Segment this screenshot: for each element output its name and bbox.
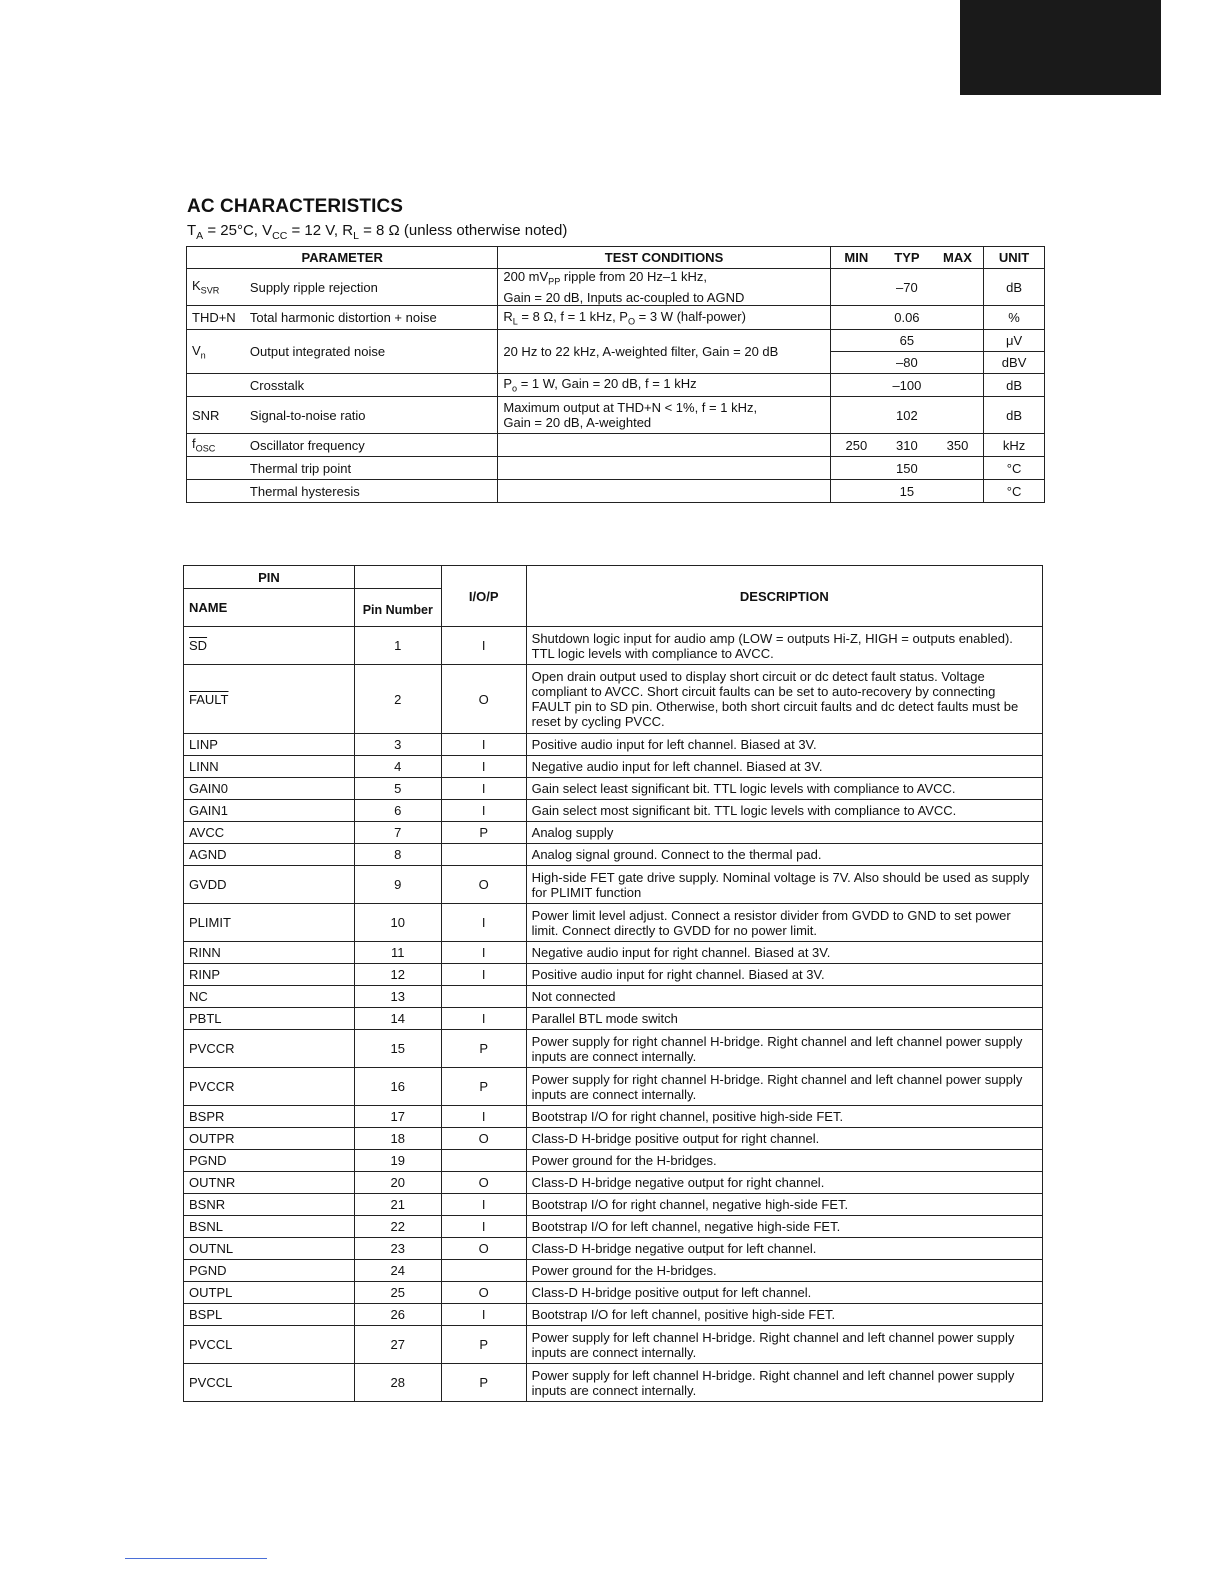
pin-desc-cell: Positive audio input for right channel. Biased at 3V. [526, 964, 1042, 986]
table-row [184, 734, 1043, 756]
table-row: $V_n$ Output integrated noise 20 Hz to 22 kHz, A-weighted filter, Gain = 20 dB 65 μV [187, 330, 1045, 352]
pin-desc-cell: Bootstrap I/O for left channel, positive high-side FET. [526, 1304, 1042, 1326]
header-pin: PIN [184, 566, 355, 589]
pin-num-cell: 4 [354, 756, 441, 778]
pin-name-cell: RINP [184, 964, 355, 986]
table-row [184, 1172, 1043, 1194]
table-row [184, 904, 1043, 942]
table-row [184, 866, 1043, 904]
table-row [184, 1194, 1043, 1216]
pin-desc-cell: Not connected [526, 986, 1042, 1008]
pin-num-cell: 21 [354, 1194, 441, 1216]
pin-num-cell: 10 [354, 904, 441, 942]
pin-io-cell: P [441, 1030, 526, 1068]
pin-num-cell: 8 [354, 844, 441, 866]
pin-num-cell: 27 [354, 1326, 441, 1364]
pin-io-cell: I [441, 942, 526, 964]
table-row [184, 942, 1043, 964]
pin-io-cell [441, 1150, 526, 1172]
table-row [184, 1216, 1043, 1238]
pin-desc-cell: Power ground for the H-bridges. [526, 1150, 1042, 1172]
pin-desc-cell: Power supply for right channel H-bridge. Right channel and left channel power supply inputs are connect internally. [526, 1068, 1042, 1106]
pin-desc-cell: Power ground for the H-bridges. [526, 1260, 1042, 1282]
pin-io-cell: P [441, 822, 526, 844]
table-row: $f_{OSC}$ Oscillator frequency 250 310 350 kHz [187, 434, 1045, 457]
pin-num-cell: 16 [354, 1068, 441, 1106]
pin-num-cell: 2 [354, 665, 441, 734]
pin-name-cell: AVCC [184, 822, 355, 844]
pin-io-cell: P [441, 1068, 526, 1106]
pin-desc-cell: Power limit level adjust. Connect a resistor divider from GVDD to GND to set power limit. Connect directly to GVDD for no power limit. [526, 904, 1042, 942]
table-row [184, 1364, 1043, 1402]
pin-io-cell: I [441, 734, 526, 756]
pin-desc-cell: Bootstrap I/O for left channel, negative high-side FET. [526, 1216, 1042, 1238]
pin-desc-cell: Gain select least significant bit. TTL logic levels with compliance to AVCC. [526, 778, 1042, 800]
table-row [184, 1030, 1043, 1068]
pin-num-cell: 13 [354, 986, 441, 1008]
table-row [184, 778, 1043, 800]
pin-io-cell: O [441, 1238, 526, 1260]
pin-num-cell: 25 [354, 1282, 441, 1304]
pin-num-cell: 26 [354, 1304, 441, 1326]
pin-desc-cell: Bootstrap I/O for right channel, negative high-side FET. [526, 1194, 1042, 1216]
pin-num-cell: 11 [354, 942, 441, 964]
pin-name-cell: PVCCR [184, 1068, 355, 1106]
pin-desc-cell: Class-D H-bridge negative output for left channel. [526, 1238, 1042, 1260]
header-test-conditions: TEST CONDITIONS [498, 247, 830, 269]
table-row: –80 dBV [187, 352, 1045, 374]
pin-name-cell: OUTPL [184, 1282, 355, 1304]
pin-name-cell: GAIN0 [184, 778, 355, 800]
pin-name-cell: PVCCR [184, 1030, 355, 1068]
pin-name-cell: LINN [184, 756, 355, 778]
pin-name-cell: $\overline{SD}$ [184, 627, 355, 665]
header-min: MIN [830, 247, 882, 269]
table-row [184, 1260, 1043, 1282]
pin-name-cell: RINN [184, 942, 355, 964]
pin-io-cell: I [441, 1106, 526, 1128]
header-parameter: PARAMETER [187, 247, 498, 269]
table-row [184, 1326, 1043, 1364]
pin-num-cell: 23 [354, 1238, 441, 1260]
pin-io-cell [441, 844, 526, 866]
pin-name-cell: PVCCL [184, 1326, 355, 1364]
pin-name-cell: OUTNL [184, 1238, 355, 1260]
table-row [184, 665, 1043, 734]
table-row: THD+N Total harmonic distortion + noise $R_L = 8$ Ω, f = 1 kHz, $P_O = 3$ W (half-power) 0.06 % [187, 306, 1045, 330]
pin-io-cell: I [441, 627, 526, 665]
table-row [184, 1304, 1043, 1326]
pin-desc-cell: Analog signal ground. Connect to the thermal pad. [526, 844, 1042, 866]
pin-num-cell: 5 [354, 778, 441, 800]
table-row [184, 1238, 1043, 1260]
pin-desc-cell: Positive audio input for left channel. Biased at 3V. [526, 734, 1042, 756]
header-unit: UNIT [984, 247, 1045, 269]
pin-name-cell: BSPL [184, 1304, 355, 1326]
ac-characteristics-table [186, 246, 1045, 503]
pin-desc-cell: Power supply for left channel H-bridge. Right channel and left channel power supply inputs are connect internally. [526, 1364, 1042, 1402]
pin-num-cell: 14 [354, 1008, 441, 1030]
pin-desc-cell: Open drain output used to display short circuit or dc detect fault status. Voltage compliant to AVCC. Short circuit faults can be set to auto-recovery by connecting FAULT pin to SD pin. Otherwise, both short circuit faults and dc detect faults must be reset by cycling PVCC. [526, 665, 1042, 734]
footer-link-underline [125, 1558, 267, 1559]
table-row [184, 986, 1043, 1008]
pin-num-cell: 24 [354, 1260, 441, 1282]
pin-io-cell: I [441, 1216, 526, 1238]
table-row: Thermal hysteresis 15 °C [187, 480, 1045, 503]
pin-desc-cell: Shutdown logic input for audio amp (LOW = outputs Hi-Z, HIGH = outputs enabled). TTL logic levels with compliance to AVCC. [526, 627, 1042, 665]
pin-name-cell: PLIMIT [184, 904, 355, 942]
pin-io-cell: O [441, 1128, 526, 1150]
pin-num-cell: 9 [354, 866, 441, 904]
pin-num-cell: 3 [354, 734, 441, 756]
pin-io-cell: I [441, 964, 526, 986]
section-title: AC CHARACTERISTICS [187, 196, 404, 217]
table-row: $K_{SVR}$ Supply ripple rejection 200 $mV_{PP}$ ripple from 20 Hz–1 kHz, Gain = 20 dB, Inputs ac-coupled to AGND –70 dB [187, 269, 1045, 306]
table-row [184, 964, 1043, 986]
pin-io-cell [441, 1260, 526, 1282]
test-conditions-note: $T_A = 25^\circ C$, $V_{CC} = 12$ V, $R_L = 8$ Ω (unless otherwise noted) [187, 222, 568, 242]
pin-desc-cell: Class-D H-bridge positive output for right channel. [526, 1128, 1042, 1150]
table-row [184, 1128, 1043, 1150]
pin-io-cell: I [441, 800, 526, 822]
pin-io-cell: I [441, 1304, 526, 1326]
pin-num-cell: 1 [354, 627, 441, 665]
table-row [184, 1068, 1043, 1106]
pin-num-cell: 28 [354, 1364, 441, 1402]
pin-desc-cell: Gain select most significant bit. TTL logic levels with compliance to AVCC. [526, 800, 1042, 822]
pin-io-cell: P [441, 1364, 526, 1402]
pin-num-cell: 17 [354, 1106, 441, 1128]
pin-desc-cell: Parallel BTL mode switch [526, 1008, 1042, 1030]
pin-name-cell: PGND [184, 1150, 355, 1172]
pin-io-cell: I [441, 1008, 526, 1030]
pin-name-cell: OUTPR [184, 1128, 355, 1150]
pin-desc-cell: Power supply for right channel H-bridge. Right channel and left channel power supply inputs are connect internally. [526, 1030, 1042, 1068]
table-row: SNR Signal-to-noise ratio Maximum output at THD+N < 1%, f = 1 kHz, Gain = 20 dB, A-weighted 102 dB [187, 397, 1045, 434]
pin-io-cell: I [441, 778, 526, 800]
pin-desc-cell: Class-D H-bridge negative output for right channel. [526, 1172, 1042, 1194]
pin-num-cell: 20 [354, 1172, 441, 1194]
header-max: MAX [932, 247, 984, 269]
pin-name-cell: NC [184, 986, 355, 1008]
pin-io-cell: I [441, 1194, 526, 1216]
header-description: DESCRIPTION [526, 566, 1042, 627]
header-typ: TYP [882, 247, 932, 269]
table-row [184, 844, 1043, 866]
pin-name-cell: BSNR [184, 1194, 355, 1216]
table-row [184, 1150, 1043, 1172]
pin-name-cell: FAULT [184, 665, 355, 734]
header-iop: I/O/P [441, 566, 526, 627]
pin-name-cell: LINP [184, 734, 355, 756]
table-row [184, 800, 1043, 822]
pin-name-cell: GVDD [184, 866, 355, 904]
pin-num-cell: 12 [354, 964, 441, 986]
pin-io-cell: O [441, 866, 526, 904]
header-corner-block [960, 0, 1161, 95]
pin-name-cell: PVCCL [184, 1364, 355, 1402]
pin-description-table [183, 565, 1043, 1402]
pin-desc-cell: Analog supply [526, 822, 1042, 844]
pin-desc-cell: Negative audio input for right channel. Biased at 3V. [526, 942, 1042, 964]
table-row: Thermal trip point 150 °C [187, 457, 1045, 480]
pin-name-cell: BSNL [184, 1216, 355, 1238]
table-row: Crosstalk $P_o = 1$ W, Gain = 20 dB, f = 1 kHz –100 dB [187, 374, 1045, 397]
pin-name-cell: GAIN1 [184, 800, 355, 822]
pin-io-cell: P [441, 1326, 526, 1364]
pin-desc-cell: Negative audio input for left channel. Biased at 3V. [526, 756, 1042, 778]
header-name: NAME [184, 589, 355, 627]
pin-name-cell: BSPR [184, 1106, 355, 1128]
pin-io-cell: O [441, 665, 526, 734]
pin-io-cell: O [441, 1282, 526, 1304]
pin-name-cell: PBTL [184, 1008, 355, 1030]
pin-desc-cell: High-side FET gate drive supply. Nominal voltage is 7V. Also should be used as supply for PLIMIT function [526, 866, 1042, 904]
pin-name-cell: AGND [184, 844, 355, 866]
table-row [184, 822, 1043, 844]
pin-io-cell: O [441, 1172, 526, 1194]
pin-num-cell: 22 [354, 1216, 441, 1238]
pin-num-cell: 15 [354, 1030, 441, 1068]
pin-desc-cell: Power supply for left channel H-bridge. Right channel and left channel power supply inputs are connect internally. [526, 1326, 1042, 1364]
pin-io-cell: I [441, 756, 526, 778]
table-row [184, 627, 1043, 665]
table-row [184, 756, 1043, 778]
pin-io-cell: I [441, 904, 526, 942]
pin-name-cell: OUTNR [184, 1172, 355, 1194]
pin-desc-cell: Bootstrap I/O for right channel, positive high-side FET. [526, 1106, 1042, 1128]
pin-num-cell: 7 [354, 822, 441, 844]
pin-name-cell: PGND [184, 1260, 355, 1282]
table-row [184, 1282, 1043, 1304]
header-pin-number: Pin Number [354, 589, 441, 627]
pin-num-cell: 6 [354, 800, 441, 822]
pin-num-cell: 18 [354, 1128, 441, 1150]
table-row [184, 1106, 1043, 1128]
table-row [184, 1008, 1043, 1030]
pin-desc-cell: Class-D H-bridge positive output for left channel. [526, 1282, 1042, 1304]
pin-io-cell [441, 986, 526, 1008]
pin-num-cell: 19 [354, 1150, 441, 1172]
